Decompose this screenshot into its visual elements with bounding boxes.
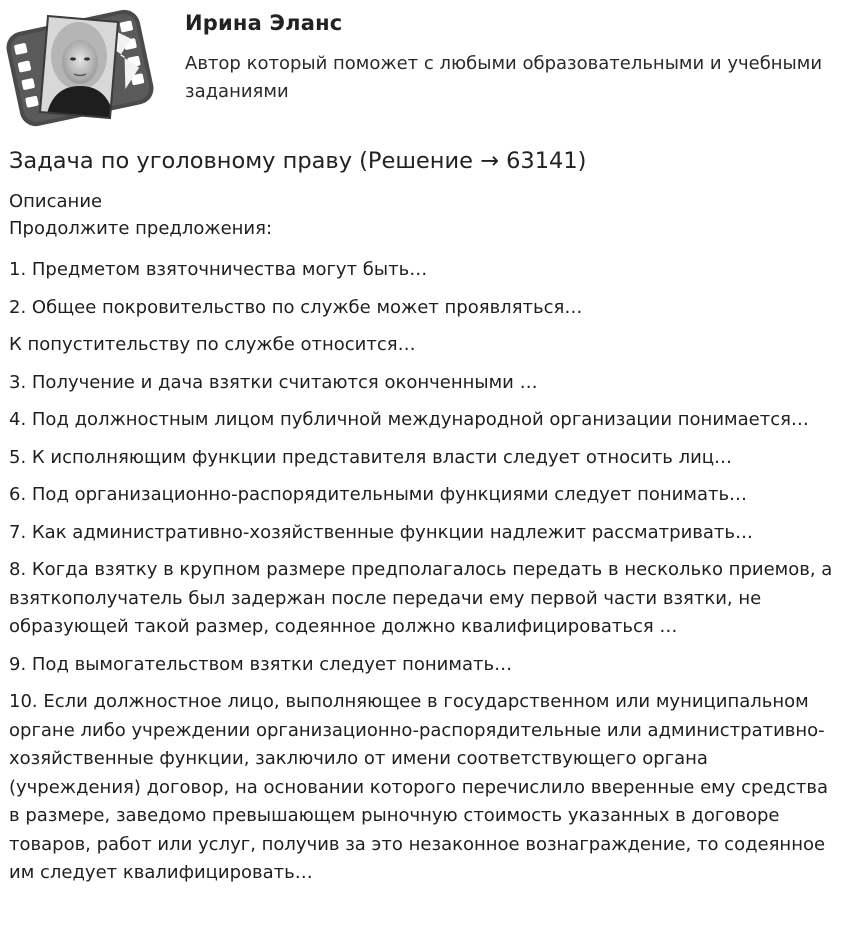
question-item: 2. Общее покровительство по службе может проявляться… — [9, 296, 583, 318]
film-frame-avatar-image — [6, 6, 154, 130]
author-name[interactable]: Ирина Эланс — [185, 11, 343, 35]
question-item: 6. Под организационно-распорядительными функциями следует понимать… — [9, 484, 748, 505]
question-item: 5. К исполняющим функции представителя власти следует относить лиц… — [9, 446, 733, 468]
author-avatar[interactable] — [6, 6, 154, 130]
task-content — [9, 188, 841, 897]
author-card — [0, 0, 847, 140]
question-item: К попустительству по службе относится… — [9, 334, 416, 355]
author-description: Автор который поможет с любыми образовательными и учебными заданиями — [185, 53, 823, 102]
question-item: 4. Под должностным лицом публичной международной организации понимается… — [9, 409, 809, 430]
question-item: 9. Под вымогательством взятки следует понимать… — [9, 653, 513, 675]
question-item: 7. Как административно-хозяйственные функции надлежит рассматривать… — [9, 521, 753, 543]
description-label: Описание — [9, 191, 103, 212]
question-item: 8. Когда взятку в крупном размере предполагалось передать в несколько приемов, а взяткополучатель был задержан после передачи ему первой части взятки, не образующей такой размер, содеянное должно квалифицироваться … — [9, 559, 833, 637]
task-title: Задача по уголовному праву (Решение → 63141) — [9, 148, 587, 174]
task-intro: Продолжите предложения: — [9, 218, 273, 239]
question-item: 10. Если должностное лицо, выполняющее в государственном или муниципальном органе либо учреждении организационно-распорядительные или административно-хозяйственные функции, заключило от имени соответствующего органа (учреждения) договор, на основании которого перечислило вверенные ему средства в размере, заведомо превышающем рыночную стоимость указанных в договоре товаров, работ или услуг, получив за это незаконное вознаграждение, то содеянное им следует квалифицировать… — [9, 691, 828, 883]
question-item: 1. Предметом взяточничества могут быть… — [9, 259, 428, 280]
question-item: 3. Получение и дача взятки считаются оконченными … — [9, 371, 538, 393]
